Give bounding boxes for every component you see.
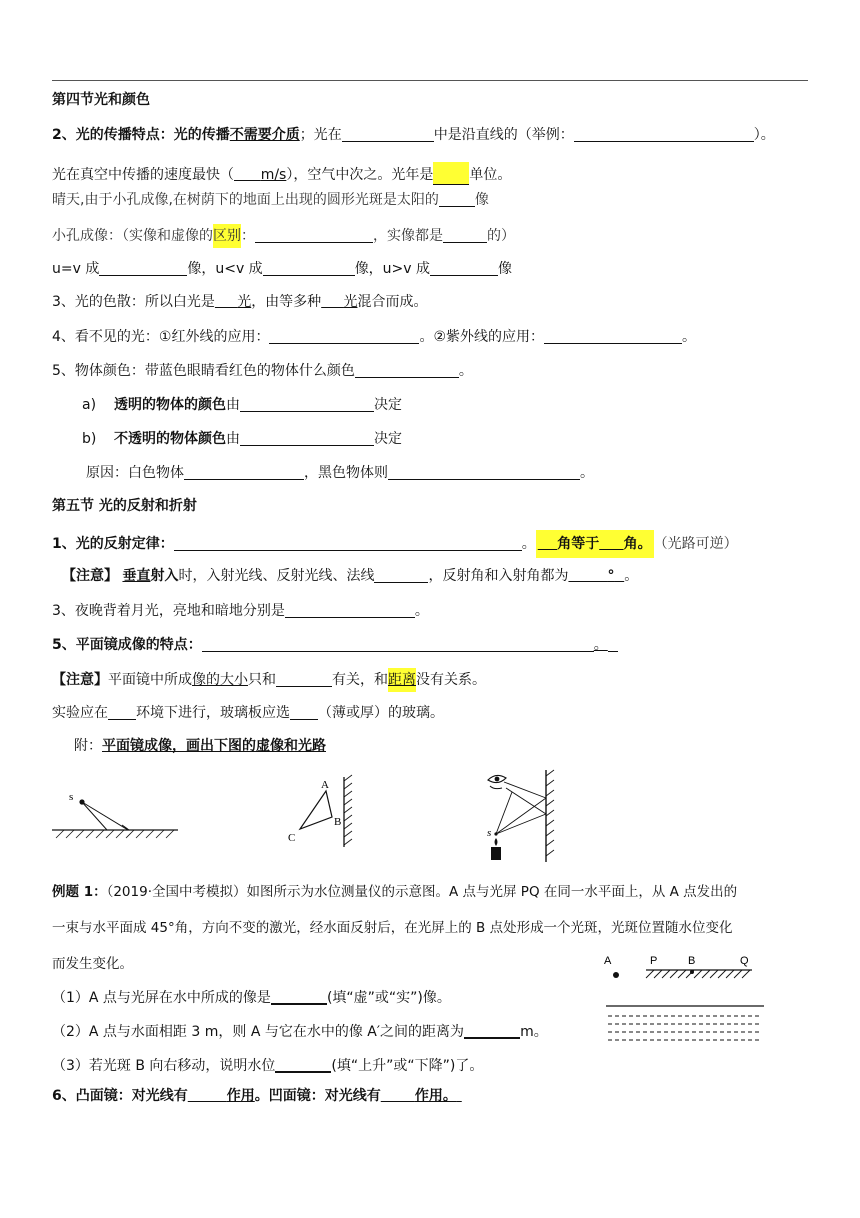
blank-with-text: [381, 1088, 462, 1104]
text: 混合而成。: [357, 294, 428, 310]
text: 光: [343, 294, 358, 310]
text: ，实像都是: [373, 228, 443, 244]
text: 有关，和: [332, 672, 388, 688]
label-a: A: [321, 779, 329, 791]
line-transparent-color: [82, 394, 402, 415]
text: （3）若光斑 B 向右移动，说明水位: [52, 1058, 276, 1074]
text-underlined: 像的大小: [192, 672, 248, 688]
text: 例题 1：: [52, 884, 107, 900]
blank: [374, 568, 428, 583]
blank: [574, 127, 754, 142]
label-c: C: [288, 832, 296, 844]
text: 决定: [374, 397, 402, 413]
section-4-title: 第四节光和颜色: [52, 92, 150, 108]
eye-lid: [490, 786, 502, 789]
candle-flame-icon: [495, 838, 498, 846]
text: ）。: [753, 127, 775, 143]
label-b: B: [334, 816, 342, 828]
text: 实验应在: [52, 705, 108, 721]
text: （光路可逆）: [653, 536, 738, 552]
text: 光在真空中传播的速度最快（: [52, 167, 234, 183]
text: ，反射角和入射角都为: [428, 568, 569, 584]
text: （2019·全国中考模拟）如图所示为水位测量仪的示意图。A 点与光屏 PQ 在同一水平面上，从 A 点发出的: [106, 884, 738, 900]
text: 单位。: [469, 167, 512, 183]
blank: [439, 192, 475, 207]
text: 作用。: [414, 1088, 457, 1104]
text: ），空气中次之。光年是: [286, 167, 434, 183]
ground-hatch: [56, 830, 174, 838]
figure-triangle-mirror: [282, 773, 362, 853]
blank: [388, 465, 580, 480]
ray: [496, 798, 546, 834]
text: 6、凸面镜：对光线有: [52, 1088, 188, 1104]
text: ：: [241, 228, 255, 244]
list-marker: b): [82, 431, 97, 447]
line-reflection-law: [52, 530, 738, 558]
text: 3、光的色散：所以白光是: [52, 294, 215, 310]
line-experiment: [52, 702, 444, 723]
text-underlined: 垂直: [122, 568, 151, 584]
text: ，黑色物体则: [304, 465, 388, 481]
text: 决定: [374, 431, 402, 447]
blank: [275, 1057, 331, 1073]
blank: [430, 261, 498, 276]
label-s: s: [487, 827, 492, 839]
ray: [496, 814, 546, 834]
text: 像: [498, 261, 513, 277]
text: 角。: [623, 536, 652, 552]
text: 的）: [487, 228, 515, 244]
section-5-title: 第五节 光的反射和折射: [52, 498, 197, 514]
line-pinhole-sun: [52, 189, 489, 210]
text: 晴天,由于小孔成像,在树荫下的地面上出现的圆形光斑是太阳的: [52, 192, 439, 208]
text-highlight: 区别: [213, 224, 241, 248]
line-note-perpendicular: 【注意】 垂直射入时，入射光线、反射光线、法线 ，反射角和入射角都为 ° 。: [62, 568, 639, 584]
line-convex-concave: [52, 1086, 462, 1106]
text: 没有关系。: [416, 672, 486, 688]
blank: [263, 261, 355, 276]
text: 环境下进行，玻璃板应选: [136, 705, 290, 721]
line-dispersion: [52, 292, 427, 312]
blank: [240, 397, 374, 412]
text: 。: [414, 603, 429, 619]
text: 。: [624, 568, 639, 584]
text: 。②紫外线的应用：: [419, 329, 545, 345]
example-line-2: 一束与水平面成 45°角，方向不变的激光，经水面反射后，在光屏上的 B 点处形成一个光斑，光斑位置随水位变化: [52, 920, 733, 936]
screen-hatch: [646, 970, 750, 978]
line-object-color: [52, 360, 473, 381]
blank-with-text: [321, 294, 357, 310]
text: (填“上升”或“下降”)了。: [331, 1058, 484, 1074]
line-invisible-light: [52, 326, 696, 347]
blank: [276, 672, 332, 687]
text: 2、光的传播特点：光的传播: [52, 127, 230, 143]
label-p: P: [650, 955, 658, 967]
text: （薄或厚）的玻璃。: [318, 705, 444, 721]
arrow-head: [121, 825, 129, 830]
blank: [240, 431, 374, 446]
text: 。: [521, 536, 536, 552]
blank: [290, 705, 318, 720]
text: 像: [474, 192, 489, 208]
blank: [464, 1023, 520, 1039]
line-pinhole-difference: [52, 224, 515, 248]
text: 1、光的反射定律：: [52, 536, 174, 552]
text: 原因：白色物体: [86, 465, 184, 481]
triangle-abc: [300, 791, 332, 829]
highlight-group: [536, 530, 654, 558]
text: 3、夜晚背着月光，亮地和暗地分别是: [52, 603, 285, 619]
text: (填“虚”或“实”)像。: [326, 990, 451, 1006]
blank-with-text: [188, 1088, 255, 1104]
text: ，由等多种: [251, 294, 322, 310]
label-b: B: [688, 955, 696, 967]
list-marker: a): [82, 397, 97, 413]
header-rule: [52, 80, 808, 81]
figure-eye-candle-mirror: [484, 768, 564, 864]
text: 小孔成像：（实像和虚像的: [52, 228, 213, 244]
line-opaque-color: [82, 428, 402, 449]
text: ；光在: [299, 127, 342, 143]
text-highlight: 距离: [388, 668, 416, 692]
line-night-moon: [52, 600, 429, 621]
text: 【注意】: [52, 672, 108, 688]
text: （1）A 点与光屏在水中所成的像是: [52, 990, 271, 1006]
text: （2）A 点与水面相距 3 m，则 A 与它在水中的像 A′之间的距离为: [52, 1024, 465, 1040]
text: 只和: [248, 672, 276, 688]
point-a: [613, 972, 619, 978]
text: 由: [226, 397, 240, 413]
line-appendix: [74, 736, 326, 756]
blank: [342, 127, 434, 142]
text: 。凹面镜：对光线有: [254, 1088, 381, 1104]
blank: [443, 228, 487, 243]
text: 。: [458, 363, 473, 379]
text: 不透明的物体颜色: [114, 431, 226, 447]
text: 像，u>v 成: [354, 261, 431, 277]
incident-ray: [82, 802, 107, 830]
line-uv-images: [52, 258, 512, 279]
blank-highlight: [433, 162, 469, 185]
blank: [285, 603, 415, 618]
line-light-propagation: [52, 124, 775, 145]
text: 【注意】: [62, 568, 118, 584]
text: 5、平面镜成像的特点：: [52, 637, 202, 653]
text: 4、看不见的光：①红外线的应用：: [52, 329, 270, 345]
blank: [108, 705, 136, 720]
blank: [174, 536, 522, 551]
line-light-speed: [52, 156, 511, 185]
blank: [544, 329, 682, 344]
text: 透明的物体的颜色: [114, 397, 226, 413]
example-line-1: [52, 882, 737, 902]
label-a: A: [604, 955, 612, 967]
blank: [255, 228, 373, 243]
blank-with-unit: [234, 167, 286, 183]
incident-ray: [82, 802, 128, 830]
blank: [269, 329, 419, 344]
example-question-3: [52, 1054, 483, 1076]
mirror-hatch: [546, 770, 554, 856]
text: 角等于: [557, 536, 600, 552]
degree-sign: °: [607, 568, 615, 584]
text: 由: [226, 431, 240, 447]
blank: [99, 261, 187, 276]
text: 。: [593, 637, 608, 653]
text: 作用: [226, 1088, 255, 1104]
blank-with-degree: [568, 568, 624, 584]
text: 。: [682, 329, 697, 345]
point-b: [690, 970, 694, 974]
example-line-3: 而发生变化。: [52, 956, 133, 972]
unit-text: m/s: [260, 167, 287, 183]
label-q: Q: [740, 955, 749, 967]
text: 光: [237, 294, 252, 310]
figure-point-source-ground: [52, 790, 182, 840]
line-note-mirror-size: [52, 668, 486, 692]
text: 。: [580, 465, 594, 481]
mirror-hatch: [344, 775, 352, 845]
blank: [184, 465, 304, 480]
blank: [608, 637, 618, 652]
line-reason: [86, 462, 594, 483]
text-underlined: 不需要介质: [229, 127, 300, 143]
eye-pupil: [495, 777, 500, 782]
blank: [202, 637, 594, 652]
candle-body: [491, 847, 501, 860]
reflected-ray: [506, 788, 546, 814]
text: u=v 成: [52, 261, 100, 277]
text: m。: [520, 1024, 548, 1040]
blank-with-text: [215, 294, 251, 310]
line-plane-mirror: [52, 634, 618, 655]
blank: [355, 363, 459, 378]
figure-water-level-meter: [600, 952, 770, 1046]
example-question-1: [52, 986, 451, 1008]
text: 中是沿直线的（举例：: [433, 127, 574, 143]
text: 附：: [74, 738, 102, 754]
label-s: s: [69, 791, 74, 803]
example-question-2: [52, 1020, 548, 1042]
text: 像，u<v 成: [187, 261, 263, 277]
text: 5、物体颜色：带蓝色眼睛看红色的物体什么颜色: [52, 363, 355, 379]
text-underlined: 平面镜成像，画出下图的虚像和光路: [102, 738, 326, 754]
blank: [271, 989, 327, 1005]
text: 平面镜中所成: [108, 672, 192, 688]
